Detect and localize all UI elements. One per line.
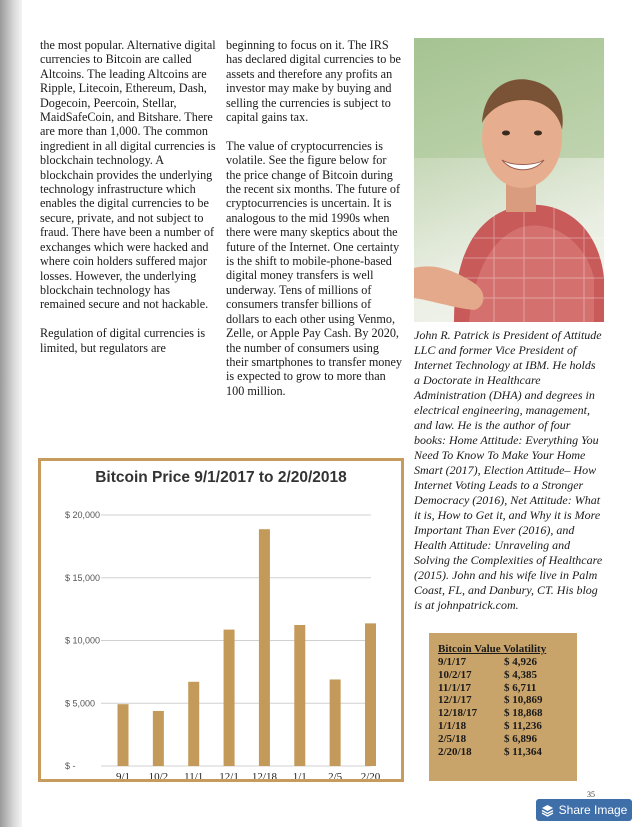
volatility-value: $ 11,236: [504, 719, 542, 732]
share-image-label: Share Image: [558, 803, 628, 817]
page-number: 35: [587, 790, 595, 799]
volatility-date: 1/1/18: [438, 719, 467, 732]
volatility-value: $ 6,711: [504, 681, 537, 694]
volatility-value: $ 4,926: [504, 656, 537, 668]
article-column-2: [226, 38, 404, 413]
chart-bar: [259, 529, 270, 766]
chart-bar: [188, 682, 199, 766]
chart-plot: [41, 461, 401, 779]
column2-paragraph-2: The value of cryptocurrencies is volatile. See the figure below for the price change of Bitcoin during the recent six months. The future of cryptocurrencies is uncertain. It is analogous to the mid 1990s when there were many skeptics about the future of the Internet. One certainty is the shift to mobile-phone-based digital money transfers is well underway. Tens of millions of consumers transfer billions of dollars to each other using Venmo, Zelle, or Apple Pay Cash. By 2020, the number of consumers using their smartphones to transfer money is expected to grow to more than 100 million.: [226, 138, 402, 398]
x-tick-label: 12/1: [219, 771, 239, 779]
volatility-value: $ 6,896: [504, 732, 537, 745]
volatility-row: [438, 669, 569, 682]
x-tick-label: 12/18: [251, 771, 277, 779]
volatility-value: $ 18,868: [504, 707, 543, 720]
volatility-date: 10/2/17: [438, 668, 472, 681]
volatility-row: [438, 656, 569, 669]
x-tick-label: 2/20: [360, 771, 381, 779]
author-bio-caption: John R. Patrick is President of Attitude LLC and former Vice President of Internet Technology at IBM. He holds a Doctorate in Healthcare Administration (DHA) and degrees in electrical engineering, management, and law. He is the author of four books: Home Attitude: Everything You Need To Know To Make Your Home Smart (2017), Election Attitude– How Internet Voting Leads to a Stronger Democracy (2016), Net Attitude: What it is, How to Get it, and Why it is More Important Than Ever (2016), and Health Attitude: Unraveling and Solving the Complexities of Healthcare (2015). John and his wife live in Palm Coast, FL, and Danbury, CT. His blog is at johnpatrick.com.: [414, 328, 603, 612]
volatility-date: 9/1/17: [438, 656, 467, 668]
chart-bar: [294, 625, 305, 766]
volatility-table: [429, 633, 577, 781]
volatility-value: $ 11,364: [504, 745, 542, 758]
volatility-row: [438, 707, 569, 720]
article-column-1: [40, 38, 216, 369]
volatility-row: [438, 694, 569, 707]
volatility-date: 2/20/18: [438, 745, 472, 758]
chart-bar: [330, 679, 341, 766]
chart-bar: [118, 704, 129, 766]
y-tick-label: $ 5,000: [65, 698, 96, 709]
x-tick-label: 2/5: [328, 771, 343, 779]
volatility-row: [438, 720, 569, 733]
column2-paragraph-1: beginning to focus on it. The IRS has declared digital currencies to be assets and therefore any profits an investor may make by buying and selling the currencies is subject to capital gains tax.: [226, 38, 401, 125]
page-gutter-shadow: [0, 0, 22, 827]
volatility-row: [438, 733, 569, 746]
x-tick-label: 10/2: [148, 771, 169, 779]
column1-paragraph-1: the most popular. Alternative digital currencies to Bitcoin are called Altcoins. The leading Altcoins are Ripple, Litecoin, Ethereum, Dash, Dogecoin, Peercoin, Stellar, MaidSafeCoin, and Bitshare. There are more than 1,000. The common ingredient in all digital currencies is blockchain technology. A blockchain provides the underlying technology infrastructure which enables the digital currencies to be secure, private, and not subject to fraud. There have been a number of exchanges which were hacked and where coin holders suffered major losses. However, the underlying blockchain technology has remained secure and not hackable.: [40, 38, 216, 312]
chart-bar: [224, 630, 235, 766]
volatility-value: $ 10,869: [504, 694, 543, 707]
chart-title: Bitcoin Price 9/1/2017 to 2/20/2018: [95, 469, 347, 486]
volatility-date: 12/18/17: [438, 707, 478, 720]
volatility-date: 11/1/17: [438, 681, 472, 694]
author-photo: [414, 38, 604, 322]
volatility-table-title: Bitcoin Value Volatility: [438, 643, 547, 655]
volatility-date: 12/1/17: [438, 694, 472, 707]
volatility-row: [438, 682, 569, 695]
x-tick-label: 1/1: [292, 771, 307, 779]
volatility-value: $ 4,385: [504, 668, 537, 681]
y-tick-label: $ 20,000: [65, 510, 101, 520]
volatility-row: [438, 746, 569, 759]
column1-paragraph-2: Regulation of digital currencies is limited, but regulators are: [40, 326, 206, 355]
y-tick-label: $ -: [65, 761, 76, 771]
author-portrait-illustration: [414, 38, 604, 322]
x-tick-label: 9/1: [115, 771, 131, 779]
y-tick-label: $ 10,000: [65, 635, 101, 646]
y-tick-label: $ 15,000: [65, 572, 101, 583]
volatility-table-rows: [438, 656, 569, 758]
x-tick-label: 11/1: [184, 771, 204, 779]
chart-bar: [153, 711, 164, 766]
chart-bar: [365, 623, 376, 766]
layers-icon: [541, 804, 554, 817]
bitcoin-chart: [38, 458, 404, 782]
share-image-button[interactable]: [536, 799, 632, 821]
volatility-date: 2/5/18: [438, 732, 467, 745]
